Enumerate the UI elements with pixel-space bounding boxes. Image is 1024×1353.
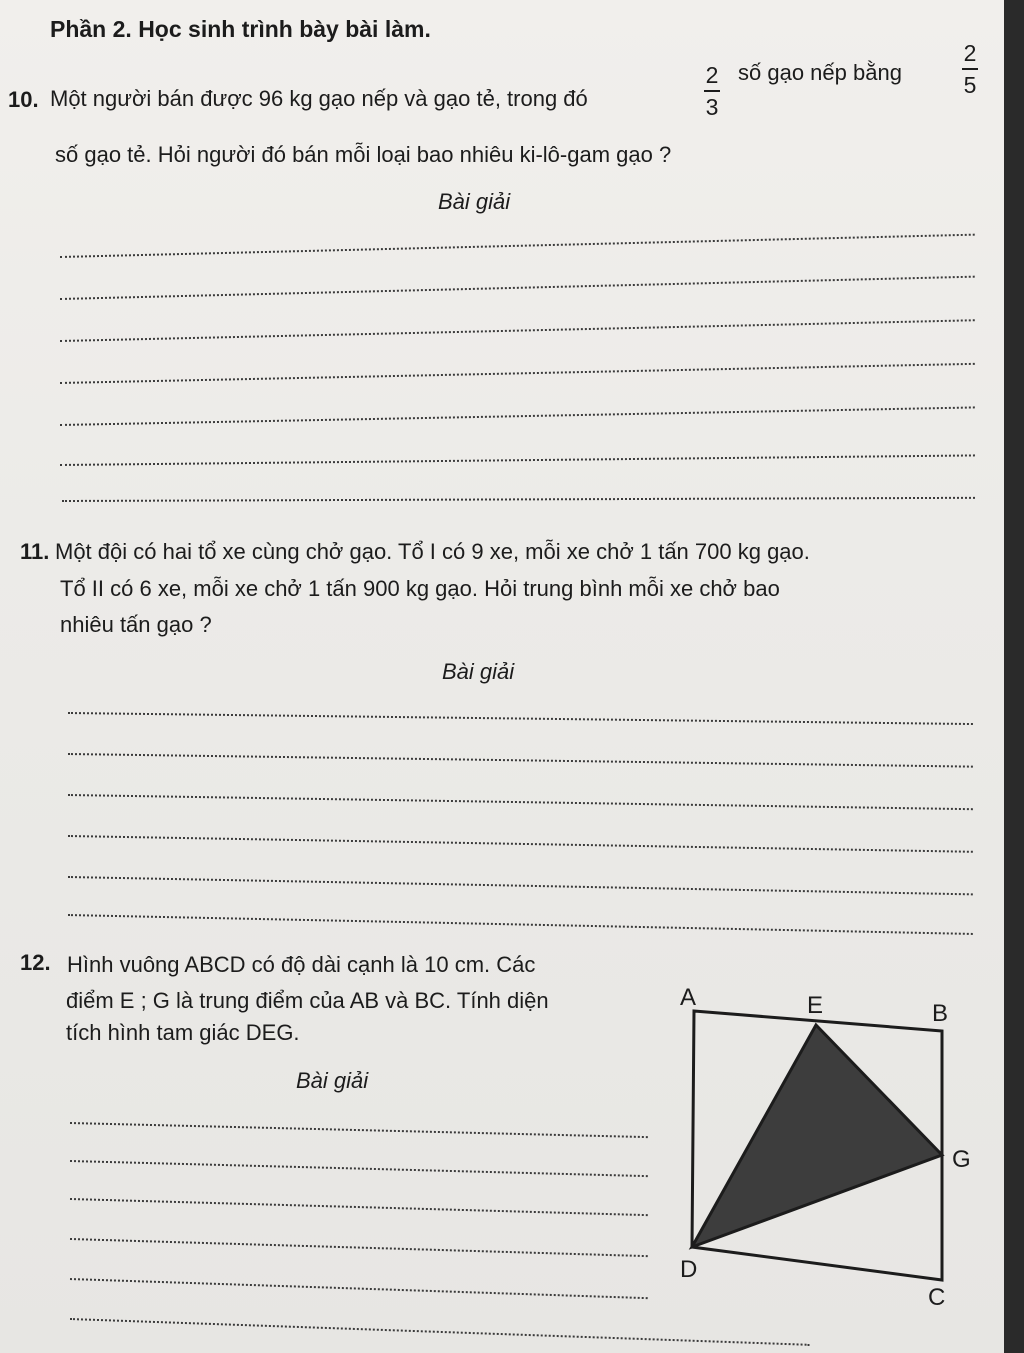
answer-line (70, 1198, 648, 1216)
q12-number: 12. (20, 950, 51, 975)
q10-fraction-two-thirds (704, 62, 720, 120)
answer-line (60, 406, 975, 426)
fraction-denominator: 3 (705, 94, 719, 120)
answer-line (60, 234, 975, 258)
fraction-bar (704, 90, 720, 92)
q11-text-line3: nhiêu tấn gạo ? (60, 612, 212, 637)
answer-line (70, 1122, 648, 1138)
answer-line (60, 319, 975, 342)
answer-line (68, 712, 973, 725)
q11-text-line1: Một đội có hai tổ xe cùng chở gạo. Tổ I có 9 xe, mỗi xe chở 1 tấn 700 kg gạo. (55, 539, 810, 564)
label-a: A (680, 984, 697, 1011)
page-edge-shadow (1004, 0, 1024, 1353)
answer-line (62, 497, 975, 502)
q11-number: 11. (20, 539, 50, 564)
label-g: G (952, 1146, 971, 1173)
label-d: D (680, 1256, 698, 1283)
fraction-denominator: 5 (963, 72, 977, 98)
label-c: C (928, 1284, 946, 1311)
answer-line (70, 1278, 648, 1299)
answer-line (68, 876, 973, 895)
q10-number: 10. (8, 87, 39, 112)
fraction-numerator: 2 (705, 62, 719, 88)
answer-line (70, 1160, 648, 1177)
answer-line (68, 753, 973, 768)
label-e: E (807, 992, 824, 1019)
q11-solution-heading: Bài giải (442, 659, 515, 684)
q12-text-line3: tích hình tam giác DEG. (66, 1020, 300, 1045)
square-abcd-figure (670, 975, 990, 1315)
q12-text-line1: Hình vuông ABCD có độ dài cạnh là 10 cm. Các (67, 952, 536, 977)
q10-text-line2: số gạo tẻ. Hỏi người đó bán mỗi loại bao nhiêu ki-lô-gam gạo ? (55, 142, 672, 167)
q12-solution-heading: Bài giải (296, 1068, 369, 1093)
answer-line (68, 914, 973, 935)
q10-solution-heading: Bài giải (438, 189, 511, 214)
q10-fraction-two-fifths (962, 40, 978, 98)
q10-text-line1b: số gạo nếp bằng (738, 60, 902, 85)
answer-line (60, 454, 975, 466)
answer-line (70, 1318, 810, 1346)
answer-line (70, 1238, 648, 1257)
answer-line (60, 363, 975, 384)
answer-line (60, 276, 975, 300)
part-title: Phần 2. Học sinh trình bày bài làm. (50, 16, 431, 42)
q10-text-line1a: Một người bán được 96 kg gạo nếp và gạo tẻ, trong đó (50, 86, 588, 111)
fraction-bar (962, 68, 978, 70)
label-b: B (932, 1000, 949, 1027)
q11-text-line2: Tổ II có 6 xe, mỗi xe chở 1 tấn 900 kg gạo. Hỏi trung bình mỗi xe chở bao (60, 576, 780, 601)
q12-text-line2: điểm E ; G là trung điểm của AB và BC. Tính diện (66, 988, 549, 1013)
answer-line (68, 794, 973, 810)
answer-line (68, 835, 973, 853)
triangle-deg (692, 1025, 942, 1247)
fraction-numerator: 2 (963, 40, 977, 66)
